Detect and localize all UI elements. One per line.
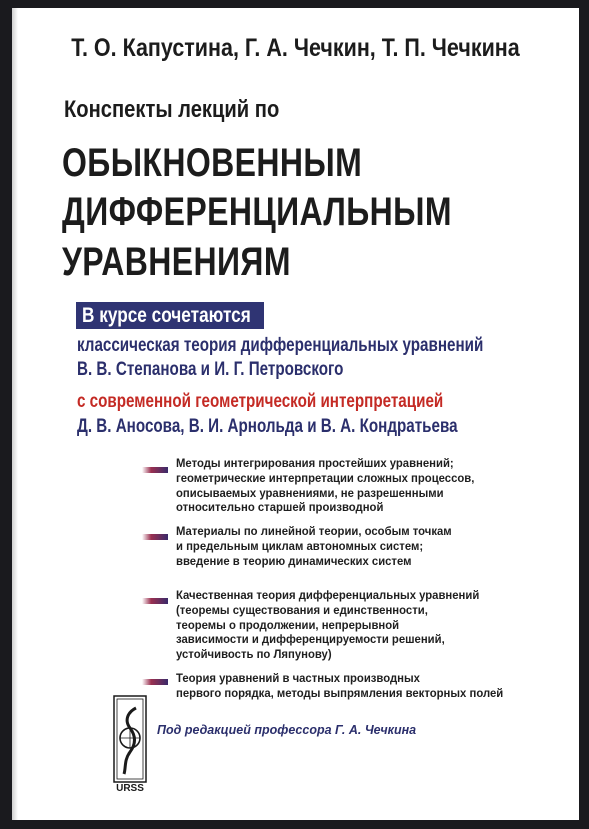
bullet-marker <box>142 598 168 604</box>
bullet-marker <box>142 679 168 685</box>
subtitle-line-1: классическая теория дифференциальных уравнений <box>77 335 484 356</box>
topic-item-line: Качественная теория дифференциальных уравнений <box>176 588 480 602</box>
topic-item-line: и предельным циклам автономных систем; <box>176 538 424 553</box>
bullet-marker <box>142 467 168 473</box>
course-badge-label: В курсе сочетаются <box>82 304 251 327</box>
publisher-logo <box>112 694 148 796</box>
topic-item-line: Теория уравнений в частных производных <box>176 671 420 685</box>
topic-item-3 <box>176 588 479 662</box>
book-cover <box>12 8 579 820</box>
authors: Т. О. Капустина, Г. А. Чечкин, Т. П. Чечкина <box>71 34 520 62</box>
topic-item-line: (теоремы существования и единственности, <box>176 602 428 617</box>
title-line-4: УРАВНЕНИЯМ <box>62 240 291 284</box>
subtitle-line-2: В. В. Степанова и И. Г. Петровского <box>77 359 344 380</box>
spine-shadow <box>12 8 18 820</box>
publisher-logo-label: URSS <box>116 783 144 794</box>
topic-item-line: описываемых уравнениями, не разрешенными <box>176 485 444 500</box>
topic-item-1 <box>176 456 474 515</box>
subtitle-line-4: Д. В. Аносова, В. И. Арнольда и В. А. Кондратьева <box>77 416 458 437</box>
topic-item-2 <box>176 524 452 568</box>
topic-item-line: геометрические интерпретации сложных процессов, <box>176 470 475 485</box>
bullet-marker <box>142 534 168 540</box>
topic-item-line: относительно старшей производной <box>176 500 384 515</box>
title-line-1: Конспекты лекций по <box>64 96 280 123</box>
topic-item-line: введение в теорию динамических систем <box>176 553 412 568</box>
topic-item-line: зависимости и дифференцируемости решений, <box>176 632 445 647</box>
topic-item-line: теоремы о продолжении, непрерывной <box>176 617 400 632</box>
topic-item-line: Материалы по линейной теории, особым точкам <box>176 524 452 538</box>
course-badge <box>76 302 264 329</box>
topic-item-4 <box>176 671 503 701</box>
title-line-2: ОБЫКНОВЕННЫМ <box>62 141 363 185</box>
editor-credit: Под редакцией профессора Г. А. Чечкина <box>157 723 417 737</box>
topic-item-line: первого порядка, методы выпрямления векторных полей <box>176 685 504 700</box>
topic-item-line: Методы интегрирования простейших уравнений; <box>176 456 454 470</box>
topic-item-line: устойчивость по Ляпунову) <box>176 647 332 662</box>
subtitle-line-3: с современной геометрической интерпретацией <box>77 391 444 412</box>
title-line-3: ДИФФЕРЕНЦИАЛЬНЫМ <box>62 190 452 234</box>
